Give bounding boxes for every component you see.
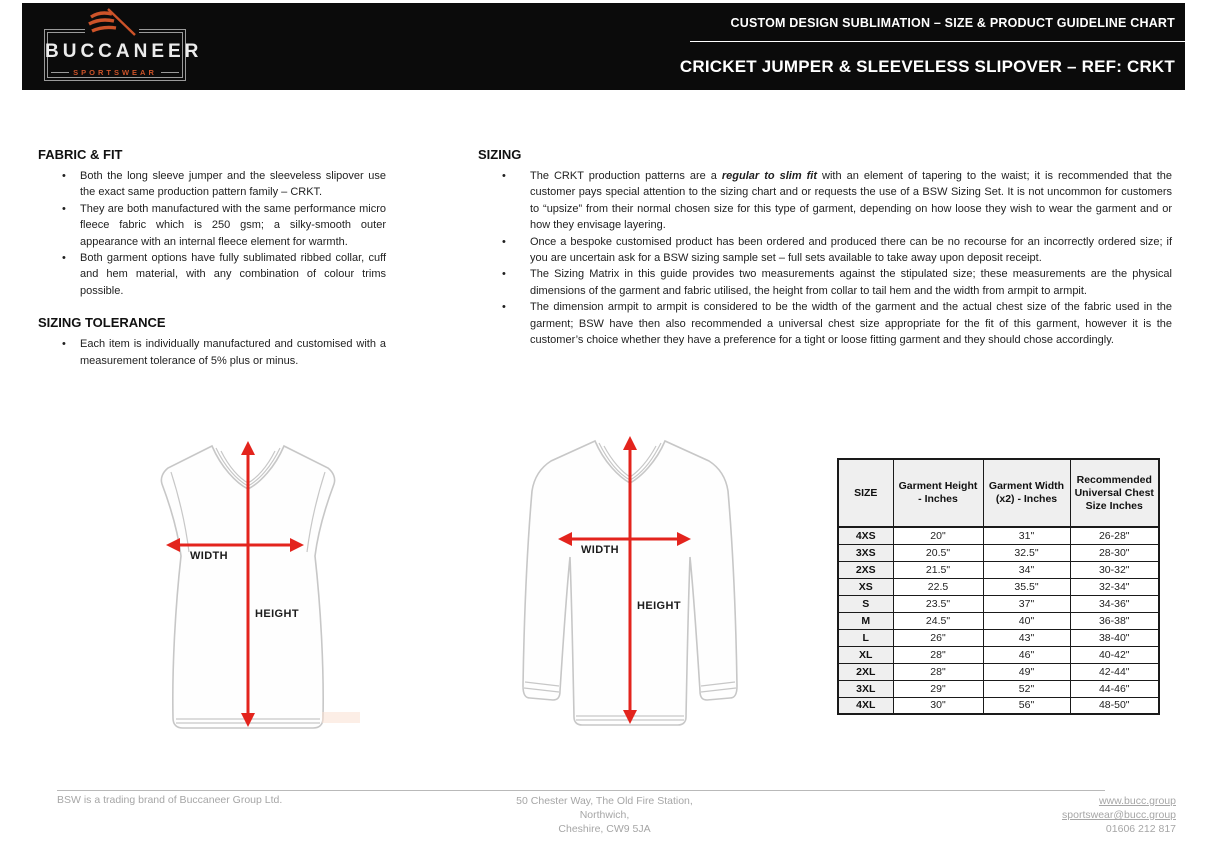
footer-trading-note: BSW is a trading brand of Buccaneer Group Ltd. [57, 794, 283, 806]
logo-brand-text: BUCCANEER [45, 41, 203, 62]
size-value-cell: 31" [983, 527, 1070, 544]
slipover-diagram [128, 438, 368, 748]
size-value-cell: 26-28" [1070, 527, 1159, 544]
size-value-cell: 56" [983, 697, 1070, 714]
sizing-heading: SIZING [478, 147, 522, 162]
size-table-row [838, 527, 1159, 544]
bullet-item: • Once a bespoke customised product has been ordered and produced there can be no recourse for an incorrectly ordered size; if you are uncertain ask for a BSW sizing sample set – full sets available to take away upon deposit receipt. [478, 234, 1172, 267]
size-table-row [838, 697, 1159, 714]
logo-rule-left [51, 72, 69, 73]
phone-number: 01606 212 817 [1105, 823, 1176, 835]
size-label-cell: 4XL [838, 697, 893, 714]
size-value-cell: 43" [983, 629, 1070, 646]
jumper-diagram [513, 433, 783, 748]
size-value-cell: 42-44" [1070, 663, 1159, 680]
size-value-cell: 20.5" [893, 544, 983, 561]
sizing-tolerance-bullets [38, 336, 386, 369]
size-label-cell: 2XS [838, 561, 893, 578]
size-value-cell: 37" [983, 595, 1070, 612]
size-value-cell: 46" [983, 646, 1070, 663]
slipover-height-label: HEIGHT [255, 608, 299, 620]
address-line-3: Cheshire, CW9 5JA [558, 823, 651, 835]
size-value-cell: 52" [983, 680, 1070, 697]
size-table-container [837, 458, 1160, 715]
footer-divider [57, 790, 1105, 791]
fabric-fit-heading: FABRIC & FIT [38, 147, 123, 162]
address-line-1: 50 Chester Way, The Old Fire Station, [516, 795, 693, 807]
size-table-header-cell: SIZE [838, 459, 893, 527]
size-label-cell: S [838, 595, 893, 612]
bullet-item: • They are both manufactured with the same performance micro fleece fabric which is 250 gsm; a silky-smooth outer appearance with an internal fleece element for warmth. [38, 201, 386, 250]
logo-sub-row [51, 68, 179, 77]
header-divider [690, 41, 1185, 42]
sizing-tolerance-heading: SIZING TOLERANCE [38, 315, 166, 331]
jumper-width-label: WIDTH [580, 544, 620, 556]
size-value-cell: 36-38" [1070, 612, 1159, 629]
sizing-text-column [478, 147, 1172, 348]
size-table-header-cell: Recommended Universal Chest Size Inches [1070, 459, 1159, 527]
size-value-cell: 40" [983, 612, 1070, 629]
size-label-cell: 3XL [838, 680, 893, 697]
bullet-item: • Each item is individually manufactured and customised with a measurement tolerance of 5% plus or minus. [38, 336, 386, 369]
size-label-cell: XS [838, 578, 893, 595]
size-label-cell: XL [838, 646, 893, 663]
size-value-cell: 32-34" [1070, 578, 1159, 595]
size-value-cell: 23.5" [893, 595, 983, 612]
size-table-row [838, 646, 1159, 663]
size-table-header-row [838, 459, 1159, 527]
logo-rule-right [161, 72, 179, 73]
size-table-row [838, 595, 1159, 612]
size-value-cell: 35.5" [983, 578, 1070, 595]
size-value-cell: 34" [983, 561, 1070, 578]
email-link[interactable]: sportswear@bucc.group [1062, 809, 1176, 821]
size-label-cell: 2XL [838, 663, 893, 680]
jumper-illustration [513, 433, 783, 748]
bullet-item: • The CRKT production patterns are a regular to slim fit with an element of tapering to the waist; it is recommended that the customer pays special attention to the sizing chart and or requests the use of a BSW Sizing Set. It is not uncommon for customers to “upsize” from their normal chosen size for this type of garment, depending on how loose they wish to wear the garment and or how they envisage layering. [478, 168, 1172, 234]
jumper-height-label: HEIGHT [637, 600, 681, 612]
size-value-cell: 24.5" [893, 612, 983, 629]
size-value-cell: 26" [893, 629, 983, 646]
size-value-cell: 40-42" [1070, 646, 1159, 663]
size-value-cell: 28-30" [1070, 544, 1159, 561]
fabric-fit-bullets [38, 168, 386, 299]
address-line-2: Northwich, [579, 809, 630, 821]
bullet-item: • The Sizing Matrix in this guide provides two measurements against the stipulated size; these measurements are the physical dimensions of the garment and fabric utilised, the height from collar to tail hem and the width from armpit to armpit. [478, 266, 1172, 299]
sizing-bullets [478, 168, 1172, 348]
size-table-header-cell: Garment Height - Inches [893, 459, 983, 527]
size-table-row [838, 578, 1159, 595]
size-table-header-cell: Garment Width (x2) - Inches [983, 459, 1070, 527]
bullet-item: • The dimension armpit to armpit is considered to be the width of the garment and the actual chest size of the fabric used in the garment; BSW have then also recommended a universal chest size appropriate for the fit of this garment, however it is the customer’s choice whether they have a preference for a tight or loose fitting garment and they should chose accordingly. [478, 299, 1172, 348]
size-value-cell: 34-36" [1070, 595, 1159, 612]
watermark-artifact [322, 712, 360, 723]
size-value-cell: 30" [893, 697, 983, 714]
slipover-illustration [128, 438, 368, 748]
size-value-cell: 48-50" [1070, 697, 1159, 714]
size-value-cell: 28" [893, 646, 983, 663]
size-table [837, 458, 1160, 715]
size-value-cell: 32.5" [983, 544, 1070, 561]
footer-address [0, 794, 1209, 836]
website-link[interactable]: www.bucc.group [1098, 795, 1176, 807]
footer-contact [1062, 794, 1176, 836]
bullet-item: • Both the long sleeve jumper and the sleeveless slipover use the exact same production pattern family – CRKT. [38, 168, 386, 201]
size-label-cell: L [838, 629, 893, 646]
size-value-cell: 29" [893, 680, 983, 697]
size-table-row [838, 561, 1159, 578]
size-value-cell: 49" [983, 663, 1070, 680]
size-label-cell: 4XS [838, 527, 893, 544]
slipover-width-label: WIDTH [189, 550, 229, 562]
size-value-cell: 21.5" [893, 561, 983, 578]
size-value-cell: 38-40" [1070, 629, 1159, 646]
size-value-cell: 22.5 [893, 578, 983, 595]
logo-sub-text: SPORTSWEAR [73, 68, 157, 77]
size-table-row [838, 629, 1159, 646]
size-value-cell: 44-46" [1070, 680, 1159, 697]
header-bar [22, 3, 1185, 90]
size-label-cell: M [838, 612, 893, 629]
size-table-row [838, 680, 1159, 697]
size-value-cell: 20" [893, 527, 983, 544]
bullet-item: • Both garment options have fully sublimated ribbed collar, cuff and hem material, with any combination of colour trims possible. [38, 250, 386, 299]
doc-title-line2: CRICKET JUMPER & SLEEVELESS SLIPOVER – REF: CRKT [679, 57, 1175, 76]
doc-title-line1: CUSTOM DESIGN SUBLIMATION – SIZE & PRODUCT GUIDELINE CHART [730, 16, 1175, 30]
size-label-cell: 3XS [838, 544, 893, 561]
size-table-row [838, 544, 1159, 561]
flag-icon [85, 7, 139, 39]
size-table-row [838, 663, 1159, 680]
left-text-column [38, 147, 386, 369]
size-value-cell: 30-32" [1070, 561, 1159, 578]
size-value-cell: 28" [893, 663, 983, 680]
size-table-row [838, 612, 1159, 629]
